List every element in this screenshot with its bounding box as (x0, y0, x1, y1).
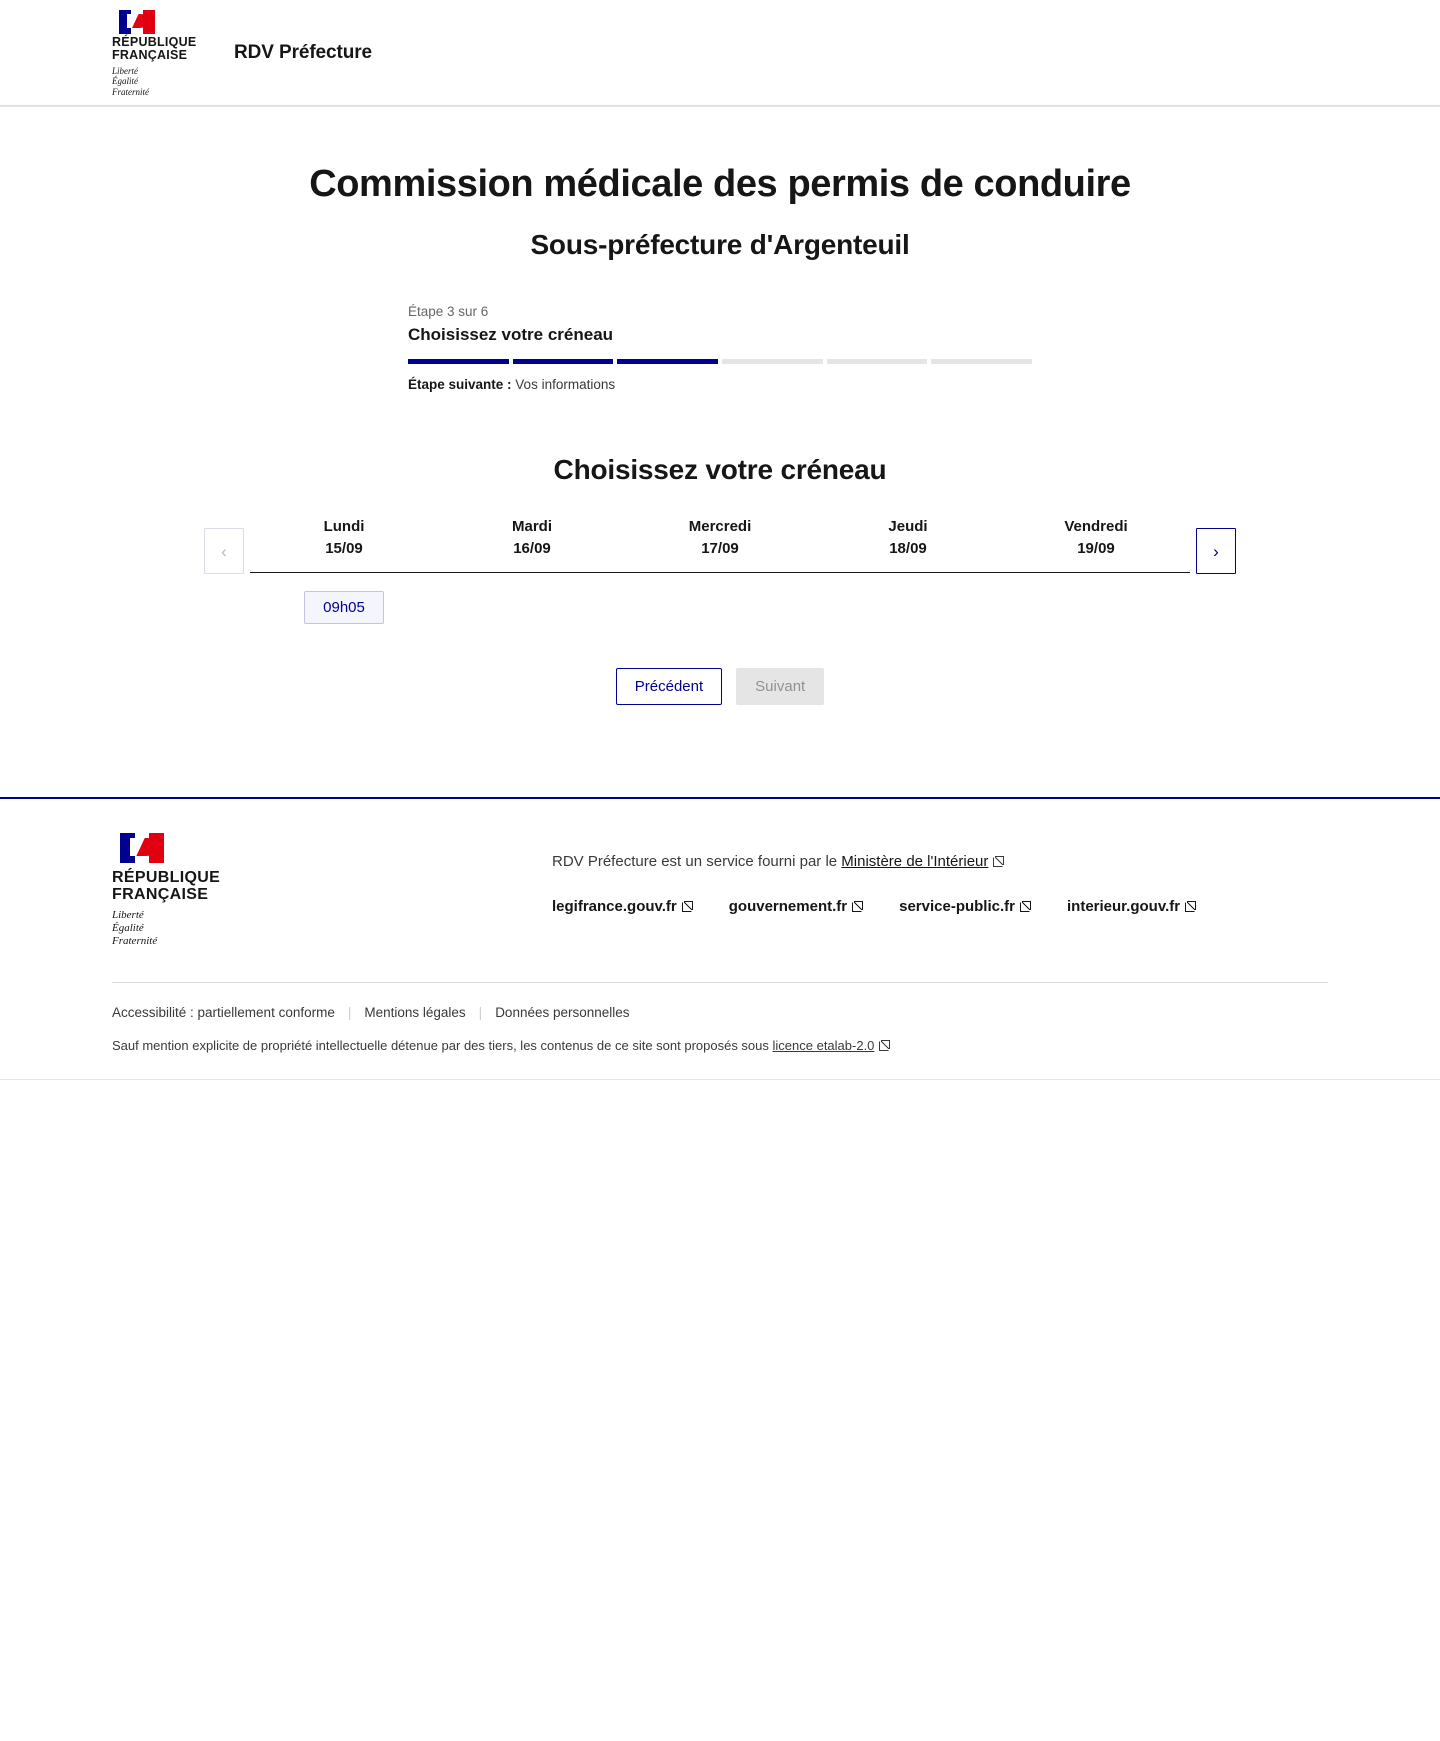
stepper-next-label: Étape suivante : (408, 377, 512, 392)
footer-link-gouvernement[interactable] (729, 898, 863, 915)
footer-republique-line2: FRANÇAISE (112, 886, 209, 903)
calendar-day-column (814, 516, 1002, 624)
footer-link-label: gouvernement.fr (728, 898, 848, 915)
calendar-day-date: 15/09 (325, 540, 363, 557)
footer-license-text: Sauf mention explicite de propriété intellectuelle détenue par des tiers, les contenus de ce site sont proposés sous (112, 1038, 773, 1053)
footer-motto-line3: Fraternité (112, 935, 158, 947)
calendar-day-header (438, 516, 626, 573)
logo-republique-line2: FRANÇAISE (112, 47, 188, 62)
external-link-icon (993, 856, 1004, 867)
footer-link-label: interieur.gouv.fr (1067, 898, 1181, 915)
footer-link-label: legifrance.gouv.fr (552, 898, 677, 915)
calendar-day-header (250, 516, 438, 573)
brand-block[interactable] (112, 8, 372, 98)
footer-meta-separator: | (347, 1005, 352, 1020)
calendar-day-column (438, 516, 626, 624)
calendar-day-name: Mercredi (688, 518, 752, 535)
stepper-bar-4 (722, 359, 823, 364)
stepper-current-step-title: Choisissez votre créneau (408, 325, 614, 344)
calendar-day-column (250, 516, 438, 624)
calendar-day-name: Vendredi (1064, 518, 1128, 535)
calendar-day-column (626, 516, 814, 624)
site-header (0, 0, 1440, 106)
calendar-day-header (626, 516, 814, 573)
next-week-button[interactable]: › (1196, 528, 1236, 574)
page-title: Commission médicale des permis de conduire (309, 163, 1131, 205)
footer-ministry-link[interactable] (841, 853, 988, 870)
stepper-next-step (408, 377, 1032, 392)
external-link-icon (852, 901, 863, 912)
footer-motto-line1: Liberté (112, 909, 144, 921)
form-actions (0, 668, 1440, 705)
footer-ministry-link-label: Ministère de l'Intérieur (841, 853, 989, 870)
page-bottom-rule (0, 1079, 1440, 1080)
footer-content (552, 833, 1328, 948)
footer-link-service-public[interactable] (899, 898, 1031, 915)
stepper-next-value: Vos informations (515, 377, 616, 392)
main-content (0, 106, 1440, 705)
page-subtitle: Sous-préfecture d'Argenteuil (530, 229, 910, 260)
footer-meta-links (112, 1005, 1328, 1020)
republique-francaise-logo (112, 8, 204, 98)
logo-motto-line2: Égalité (112, 76, 138, 87)
service-title[interactable]: RDV Préfecture (234, 41, 372, 63)
external-link-icon (1185, 901, 1196, 912)
stepper-bar-2 (513, 359, 614, 364)
stepper (408, 304, 1032, 392)
french-flag-icon (120, 833, 164, 863)
footer-license-link-label: licence etalab-2.0 (772, 1038, 875, 1053)
footer-license (112, 1038, 1328, 1053)
footer-accessibility-link[interactable]: Accessibilité : partiellement conforme (112, 1005, 335, 1020)
stepper-bar-5 (827, 359, 928, 364)
footer-legal-notice-link[interactable]: Mentions légales (364, 1005, 466, 1020)
external-link-icon (682, 901, 693, 912)
external-link-icon (1020, 901, 1031, 912)
previous-button[interactable]: Précédent (616, 668, 722, 705)
next-button[interactable]: Suivant (736, 668, 824, 705)
previous-week-button[interactable]: ‹ (204, 528, 244, 574)
logo-motto-line1: Liberté (112, 65, 138, 76)
calendar-day-date: 17/09 (701, 540, 739, 557)
french-flag-icon (119, 10, 155, 34)
footer-motto-line2: Égalité (112, 922, 144, 934)
calendar-day-column (1002, 516, 1190, 624)
stepper-bar-3 (617, 359, 718, 364)
external-link-icon (879, 1040, 890, 1051)
footer-republique-line1: RÉPUBLIQUE (112, 869, 221, 886)
footer-license-link[interactable] (773, 1038, 875, 1053)
footer-link-interieur[interactable] (1067, 898, 1196, 915)
footer-logo (112, 833, 552, 948)
footer-description-text: RDV Préfecture est un service fourni par le (552, 853, 842, 870)
time-slot-button[interactable]: 09h05 (304, 591, 384, 624)
stepper-bar-6 (931, 359, 1032, 364)
calendar-day-date: 16/09 (513, 540, 551, 557)
footer-meta-separator: | (478, 1005, 483, 1020)
footer-link-legifrance[interactable] (552, 898, 693, 915)
calendar-day-name: Lundi (323, 518, 365, 535)
stepper-bar-1 (408, 359, 509, 364)
calendar-day-date: 18/09 (889, 540, 927, 557)
section-title: Choisissez votre créneau (553, 454, 887, 485)
calendar-day-header (1002, 516, 1190, 573)
calendar-day-header (814, 516, 1002, 573)
calendar-day-date: 19/09 (1077, 540, 1115, 557)
site-footer (0, 797, 1440, 1079)
logo-republique-line1: RÉPUBLIQUE (112, 34, 197, 49)
logo-motto-line3: Fraternité (112, 86, 149, 97)
stepper-step-count: Étape 3 sur 6 (408, 304, 489, 319)
calendar-day-name: Mardi (511, 518, 552, 535)
stepper-progress (408, 359, 1032, 364)
calendar-day-name: Jeudi (888, 518, 928, 535)
calendar-days (250, 516, 1190, 624)
footer-links (552, 898, 1328, 915)
footer-link-label: service-public.fr (899, 898, 1015, 915)
calendar-day-slots (304, 591, 384, 624)
footer-bottom (112, 982, 1328, 1079)
footer-personal-data-link[interactable]: Données personnelles (495, 1005, 630, 1020)
slot-calendar (160, 516, 1280, 624)
footer-description (552, 853, 1328, 870)
